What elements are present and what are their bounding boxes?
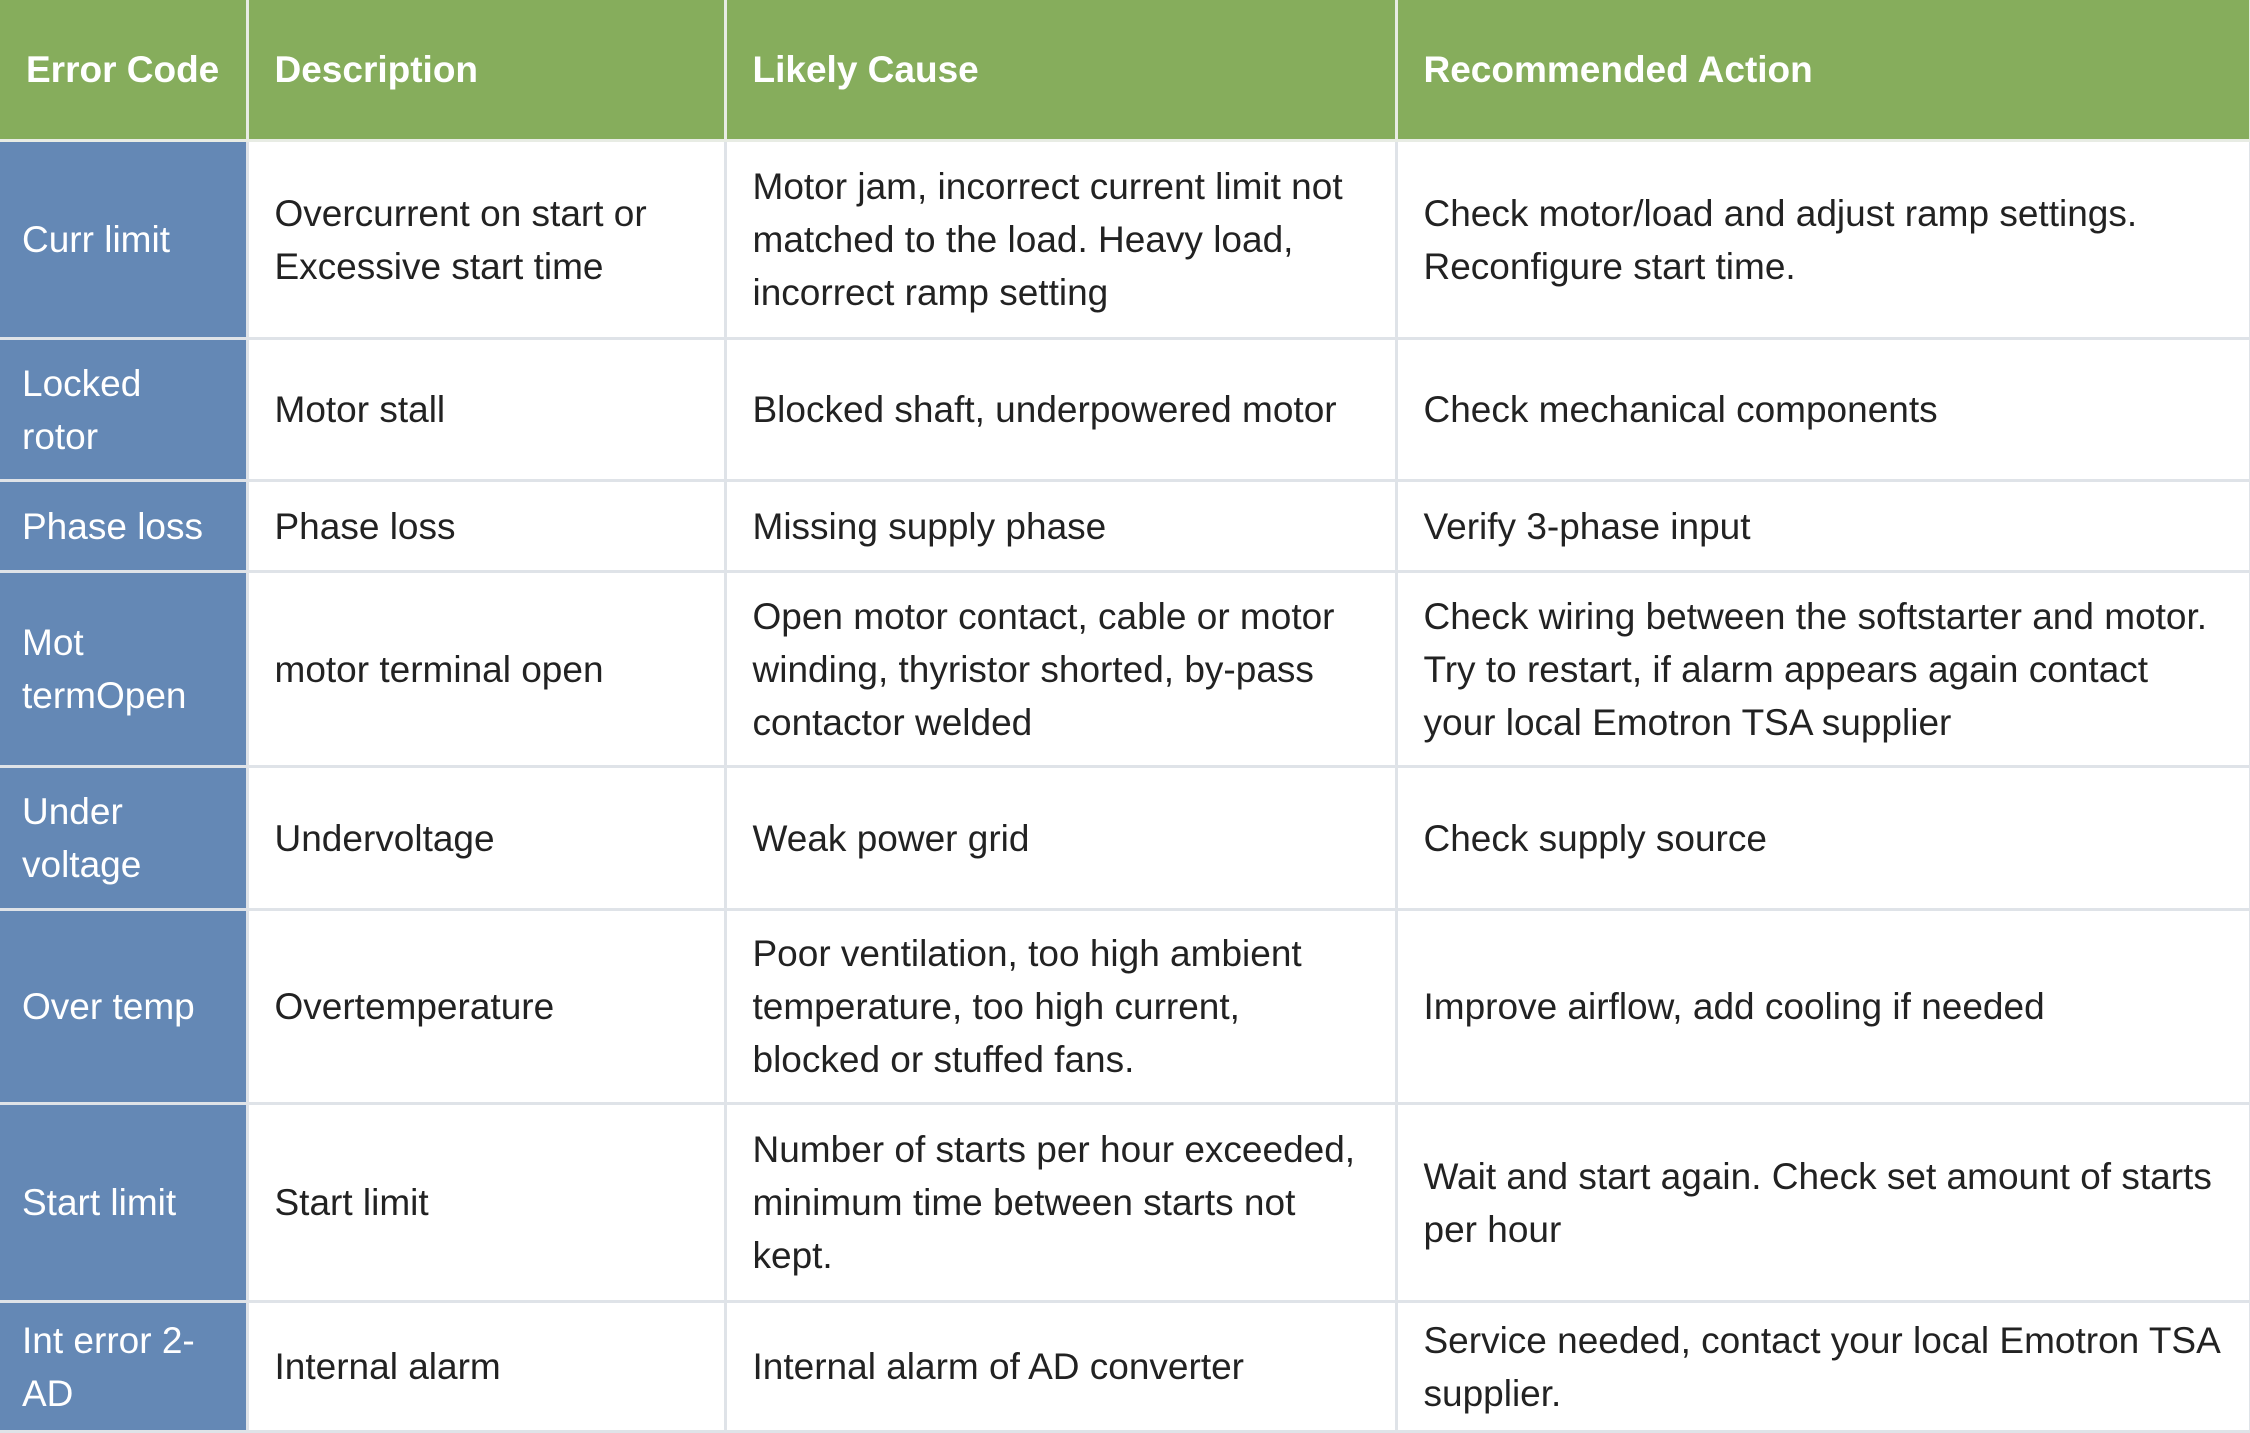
table-row	[0, 572, 2250, 767]
likely-cause-cell: Motor jam, incorrect current limit not matched to the load. Heavy load, incorrect ramp setting	[725, 141, 1396, 339]
description-cell: Overcurrent on start or Excessive start time	[247, 141, 725, 339]
recommended-action-cell: Verify 3-phase input	[1396, 481, 2250, 572]
table-row	[0, 481, 2250, 572]
description-cell: Overtemperature	[247, 910, 725, 1104]
recommended-action-cell: Check mechanical components	[1396, 339, 2250, 481]
likely-cause-cell: Number of starts per hour exceeded, minimum time between starts not kept.	[725, 1104, 1396, 1302]
description-cell: Phase loss	[247, 481, 725, 572]
recommended-action-cell: Improve airflow, add cooling if needed	[1396, 910, 2250, 1104]
description-cell: Motor stall	[247, 339, 725, 481]
header-recommended-action: Recommended Action	[1396, 0, 2250, 141]
header-description: Description	[247, 0, 725, 141]
description-cell: Internal alarm	[247, 1302, 725, 1432]
likely-cause-cell: Weak power grid	[725, 767, 1396, 910]
table-row	[0, 141, 2250, 339]
likely-cause-cell: Internal alarm of AD converter	[725, 1302, 1396, 1432]
table-row	[0, 1302, 2250, 1432]
header-error-code: Error Code	[0, 0, 247, 141]
recommended-action-cell: Check wiring between the softstarter and motor. Try to restart, if alarm appears again contact your local Emotron TSA supplier	[1396, 572, 2250, 767]
description-cell: Undervoltage	[247, 767, 725, 910]
error-code-cell: Under voltage	[0, 767, 247, 910]
header-row	[0, 0, 2250, 141]
likely-cause-cell: Blocked shaft, underpowered motor	[725, 339, 1396, 481]
table-row	[0, 910, 2250, 1104]
error-code-cell: Curr limit	[0, 141, 247, 339]
description-cell: Start limit	[247, 1104, 725, 1302]
recommended-action-cell: Service needed, contact your local Emotron TSA supplier.	[1396, 1302, 2250, 1432]
error-code-cell: Start limit	[0, 1104, 247, 1302]
recommended-action-cell: Wait and start again. Check set amount of starts per hour	[1396, 1104, 2250, 1302]
likely-cause-cell: Open motor contact, cable or motor winding, thyristor shorted, by-pass contactor welded	[725, 572, 1396, 767]
error-code-cell: Int error 2-AD	[0, 1302, 247, 1432]
table-row	[0, 339, 2250, 481]
likely-cause-cell: Missing supply phase	[725, 481, 1396, 572]
recommended-action-cell: Check motor/load and adjust ramp settings. Reconfigure start time.	[1396, 141, 2250, 339]
likely-cause-cell: Poor ventilation, too high ambient temperature, too high current, blocked or stuffed fans.	[725, 910, 1396, 1104]
error-code-cell: Locked rotor	[0, 339, 247, 481]
recommended-action-cell: Check supply source	[1396, 767, 2250, 910]
table-row	[0, 767, 2250, 910]
table-row	[0, 1104, 2250, 1302]
header-likely-cause: Likely Cause	[725, 0, 1396, 141]
error-code-cell: Phase loss	[0, 481, 247, 572]
error-code-cell: Mot termOpen	[0, 572, 247, 767]
error-code-cell: Over temp	[0, 910, 247, 1104]
description-cell: motor terminal open	[247, 572, 725, 767]
